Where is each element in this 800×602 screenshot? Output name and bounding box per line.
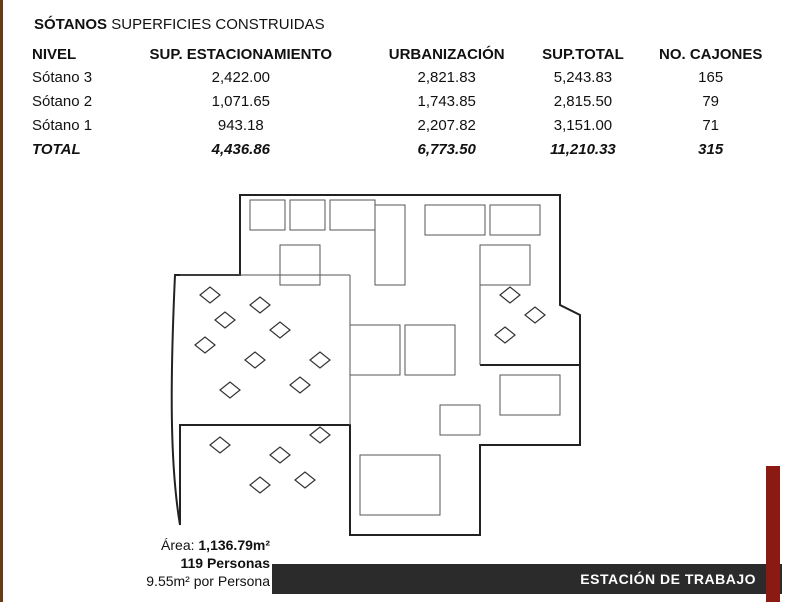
section-heading (34, 16, 325, 33)
cell: 1,743.85 (417, 92, 476, 110)
cell: 5,243.83 (553, 68, 613, 86)
persons-line (120, 554, 270, 572)
left-edge-stripe (0, 0, 3, 602)
cell: 2,422.00 (211, 68, 271, 86)
heading-rest: SUPERFICIES CONSTRUIDAS (111, 16, 325, 33)
accent-red-bar (766, 466, 780, 602)
area-label: Área: (161, 537, 195, 553)
area-summary (120, 536, 270, 590)
cell: 3,151.00 (553, 116, 613, 134)
floor-plan-drawing (160, 185, 590, 545)
col-cajones: NO. CAJONES (658, 46, 763, 63)
cell: 1,071.65 (211, 92, 271, 110)
col-estacionamiento: SUP. ESTACIONAMIENTO (149, 46, 333, 63)
cell: Sótano 2 (32, 92, 93, 110)
surfaces-table (32, 44, 782, 161)
table-row (32, 113, 782, 137)
persons-value: 119 Personas (180, 555, 270, 571)
footer-label: ESTACIÓN DE TRABAJO (580, 571, 756, 587)
table-total-row (32, 137, 782, 161)
cell: 2,207.82 (417, 116, 476, 134)
cell: 315 (698, 140, 724, 158)
area-value: 1,136.79m² (198, 537, 270, 553)
table-row (32, 89, 782, 113)
cell: 4,436.86 (211, 140, 271, 158)
cell: 71 (702, 116, 719, 134)
cell: Sótano 1 (32, 116, 93, 134)
cell: 943.18 (217, 116, 264, 134)
col-nivel: NIVEL (32, 46, 77, 63)
cell: 11,210.33 (550, 140, 616, 158)
per-person-line: 9.55m² por Persona (146, 573, 270, 589)
cell: 2,815.50 (553, 92, 613, 110)
heading-bold: SÓTANOS (34, 16, 108, 33)
footer-bar (272, 564, 782, 594)
area-line (120, 536, 270, 554)
cell: 2,821.83 (417, 68, 476, 86)
cell: 6,773.50 (417, 140, 476, 158)
cell: 79 (702, 92, 719, 110)
col-total: SUP.TOTAL (542, 46, 624, 63)
col-urbanizacion: URBANIZACIÓN (388, 46, 505, 63)
cell: TOTAL (32, 140, 81, 158)
cell: 165 (698, 68, 724, 86)
table-header-row (32, 44, 782, 65)
cell: Sótano 3 (32, 68, 93, 86)
table-row (32, 65, 782, 89)
